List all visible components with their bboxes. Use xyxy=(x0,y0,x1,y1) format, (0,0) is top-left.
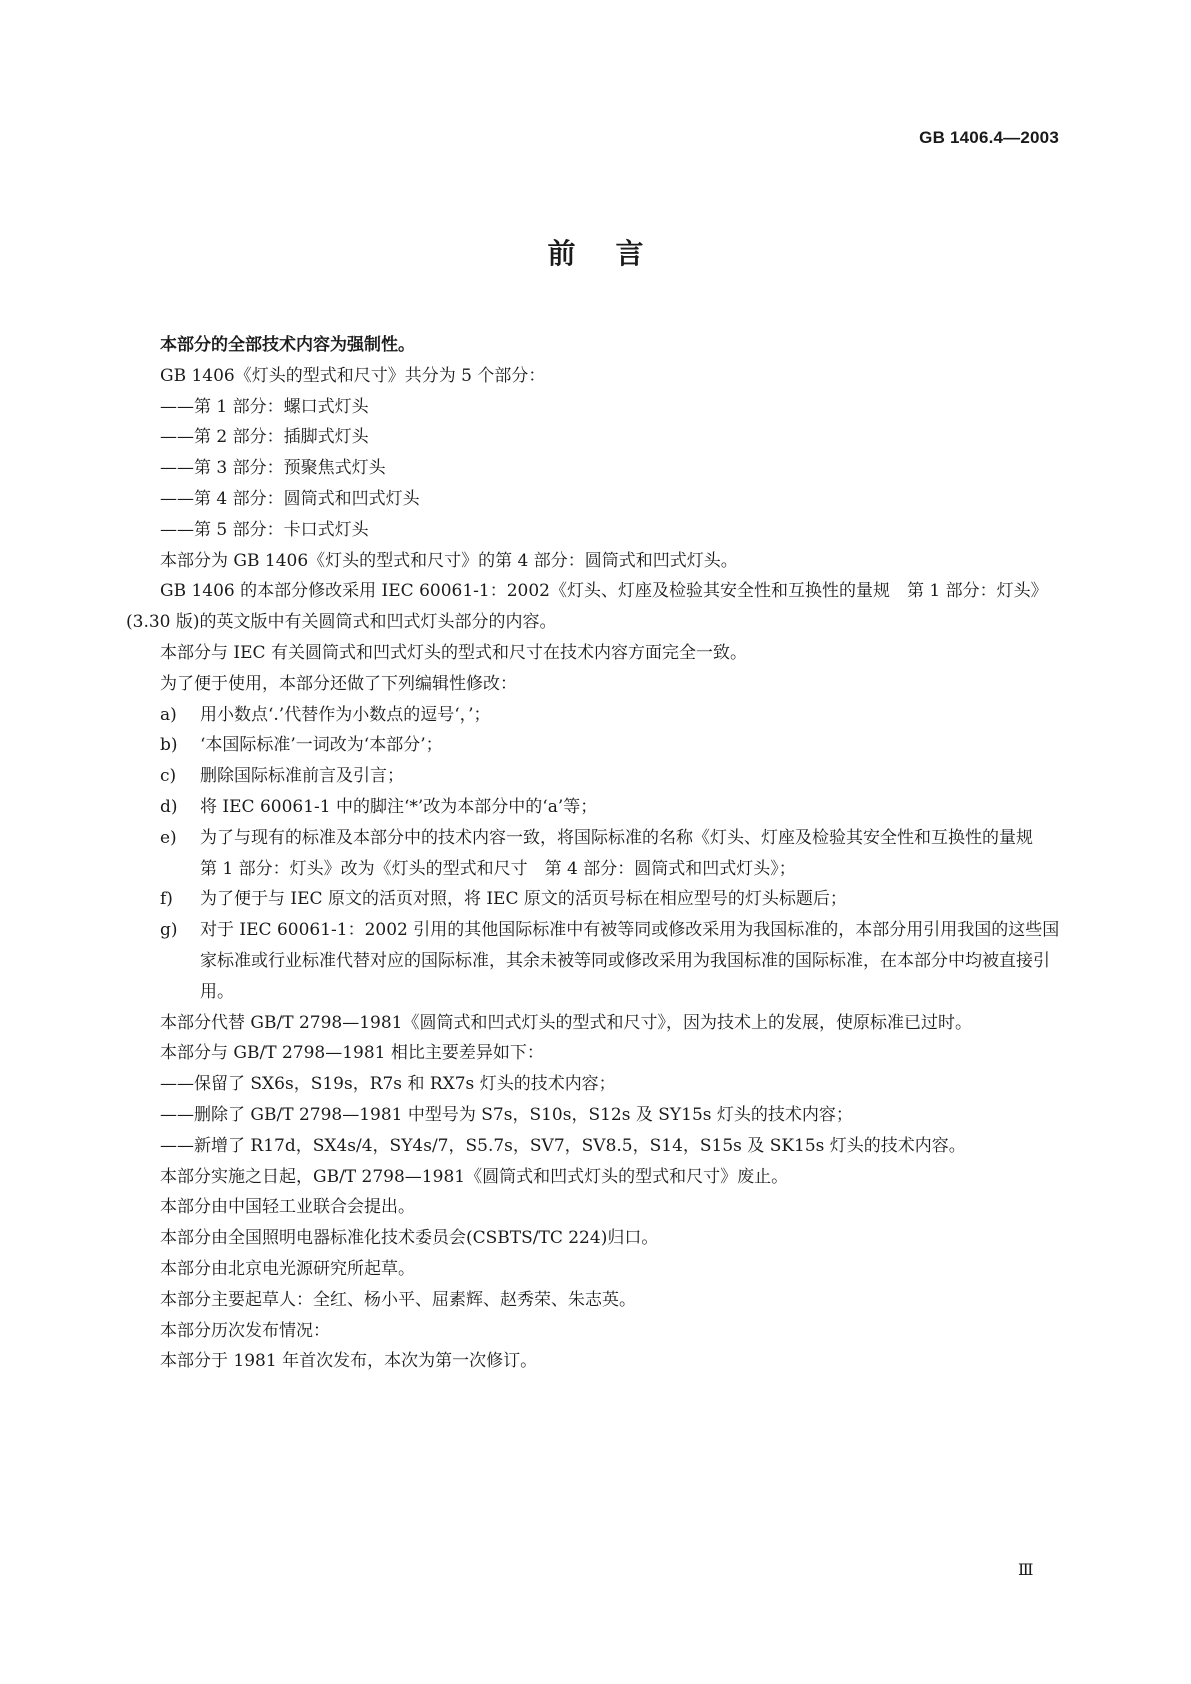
history-intro: 本部分历次发布情况： xyxy=(160,1320,330,1341)
edit-text: 对于 IEC 60061-1：2002 引用的其他国际标准中有被等同或修改采用为我国标准的，本部分用引用我国的这些国家标准或行业标准代替对应的国际标准，其余未被等同或修改采用为我国标准的国际标准，在本部分中均被直接引用。 xyxy=(200,920,1060,1002)
foreword-body xyxy=(126,330,1061,1377)
edit-list-item xyxy=(126,700,1061,731)
edit-label: b) xyxy=(160,735,178,756)
diff-item: ——新增了 R17d，SX4s/4，SY4s/7，S5.7s，SV7，SV8.5，S14，S15s 及 SK15s 灯头的技术内容。 xyxy=(160,1135,966,1156)
edit-list-item xyxy=(126,915,1061,1007)
series-part-item: ——第 4 部分：圆筒式和凹式灯头 xyxy=(160,488,420,509)
series-part-item: ——第 1 部分：螺口式灯头 xyxy=(160,396,369,417)
diff-item: ——保留了 SX6s，S19s，R7s 和 RX7s 灯头的技术内容； xyxy=(160,1074,616,1095)
edit-text: 将 IEC 60061-1 中的脚注‘*’改为本部分中的‘a’等； xyxy=(200,796,598,817)
edit-list-item xyxy=(126,730,1061,761)
edit-label: g) xyxy=(160,920,178,941)
consistency-statement: 本部分与 IEC 有关圆筒式和凹式灯头的型式和尺寸在技术内容方面完全一致。 xyxy=(160,642,747,663)
edit-text: 为了与现有的标准及本部分中的技术内容一致，将国际标准的名称《灯头、灯座及检验其安全性和互换性的量规 第 1 部分：灯头》改为《灯头的型式和尺寸 第 4 部分：圆筒式和凹式灯头》； xyxy=(200,827,1050,879)
edit-list-item xyxy=(126,884,1061,915)
edit-label: e) xyxy=(160,827,177,848)
edit-label: f) xyxy=(160,889,173,910)
mandatory-statement: 本部分的全部技术内容为强制性。 xyxy=(160,335,415,355)
managed-by: 本部分由全国照明电器标准化技术委员会(CSBTS/TC 224)归口。 xyxy=(160,1228,659,1249)
edit-label: d) xyxy=(160,796,178,817)
edit-text: 为了便于与 IEC 原文的活页对照，将 IEC 原文的活页号标在相应型号的灯头标题后； xyxy=(200,889,847,910)
series-part-item: ——第 2 部分：插脚式灯头 xyxy=(160,427,369,448)
edit-list-item xyxy=(126,761,1061,792)
replaces-statement: 本部分代替 GB/T 2798—1981《圆筒式和凹式灯头的型式和尺寸》，因为技术上的发展，使原标准已过时。 xyxy=(160,1012,972,1033)
edit-text: 删除国际标准前言及引言； xyxy=(200,766,404,787)
this-part-statement: 本部分为 GB 1406《灯头的型式和尺寸》的第 4 部分：圆筒式和凹式灯头。 xyxy=(160,550,738,571)
drafted-by: 本部分由北京电光源研究所起草。 xyxy=(160,1258,415,1279)
edit-label: a) xyxy=(160,704,177,725)
series-part-item: ——第 5 部分：卡口式灯头 xyxy=(160,519,369,540)
edit-list-item xyxy=(126,823,1061,885)
page-number: Ⅲ xyxy=(1018,1560,1034,1579)
proposed-by: 本部分由中国轻工业联合会提出。 xyxy=(160,1197,415,1218)
abolish-statement: 本部分实施之日起，GB/T 2798—1981《圆筒式和凹式灯头的型式和尺寸》废止。 xyxy=(160,1166,789,1187)
drafters: 本部分主要起草人：全红、杨小平、屈素辉、赵秀荣、朱志英。 xyxy=(160,1289,636,1310)
series-part-item: ——第 3 部分：预聚焦式灯头 xyxy=(160,458,386,479)
history-statement: 本部分于 1981 年首次发布，本次为第一次修订。 xyxy=(160,1351,538,1372)
edit-text: 用小数点‘.’代替作为小数点的逗号‘，’； xyxy=(200,704,491,725)
page-title: 前言 xyxy=(547,237,684,270)
series-intro: GB 1406《灯头的型式和尺寸》共分为 5 个部分： xyxy=(160,365,546,386)
adoption-statement: GB 1406 的本部分修改采用 IEC 60061-1：2002《灯头、灯座及检验其安全性和互换性的量规 第 1 部分：灯头》(3.30 版)的英文版中有关圆筒式和凹式灯头部分的内容。 xyxy=(126,581,1048,633)
standard-code: GB 1406.4—2003 xyxy=(919,128,1059,147)
edit-intro: 为了便于使用，本部分还做了下列编辑性修改： xyxy=(160,673,517,694)
diff-item: ——删除了 GB/T 2798—1981 中型号为 S7s，S10s，S12s 及 SY15s 灯头的技术内容； xyxy=(160,1104,853,1125)
edit-text: ‘本国际标准’一词改为‘本部分’； xyxy=(200,735,443,756)
diff-intro: 本部分与 GB/T 2798—1981 相比主要差异如下： xyxy=(160,1043,544,1064)
edit-label: c) xyxy=(160,766,177,787)
edit-list-item xyxy=(126,792,1061,823)
